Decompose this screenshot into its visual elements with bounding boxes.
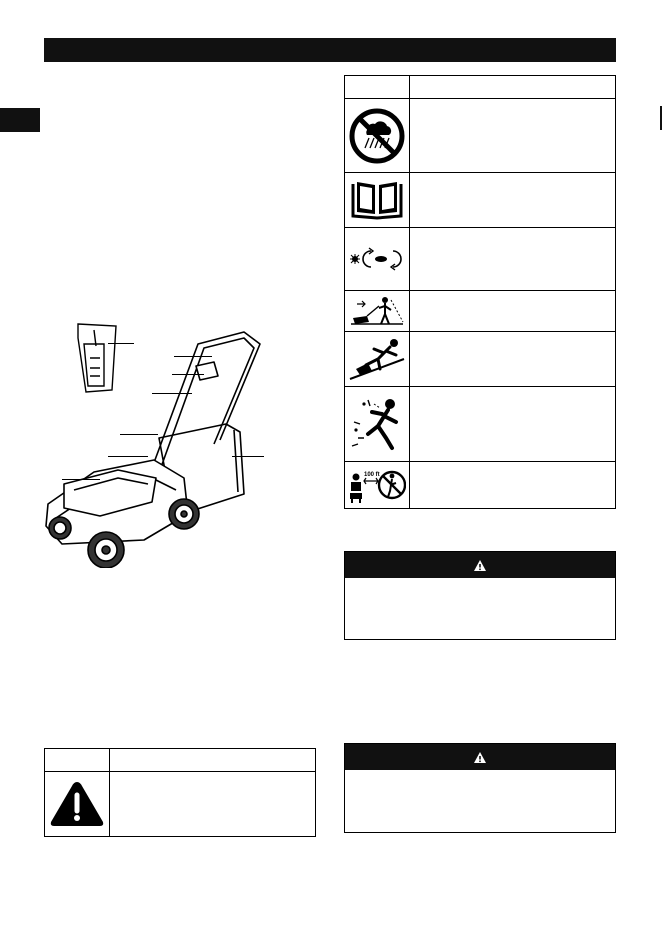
alert-symbol-table — [44, 748, 316, 837]
read-manual-icon — [350, 180, 404, 220]
slope-slip-icon — [348, 337, 406, 381]
symbol-row-slope-slip — [345, 332, 615, 387]
callout-line-3 — [172, 374, 204, 375]
warning-box-2-header — [345, 744, 615, 770]
callout-line-4 — [152, 393, 192, 394]
warning-triangle-icon — [473, 559, 487, 572]
side-language-tab — [0, 108, 40, 132]
warning-box-1-body — [345, 578, 615, 639]
read-manual-text — [410, 173, 615, 227]
symbol-row-bystander-distance — [345, 291, 615, 332]
callout-line-2 — [174, 356, 212, 357]
callout-line-5 — [120, 434, 158, 435]
warning-box-2-body — [345, 770, 615, 832]
warning-triangle-icon — [473, 751, 487, 764]
blade-rotation-icon — [349, 245, 405, 273]
no-rain-icon — [349, 108, 405, 164]
symbol-row-thrown-objects — [345, 387, 615, 462]
distance-label: 100 ft — [364, 472, 380, 478]
no-rain-text — [410, 99, 615, 172]
thrown-objects-text — [410, 387, 615, 461]
warning-box-1-header — [345, 552, 615, 578]
bystander-distance-icon — [349, 294, 405, 328]
grass-bag-insert-illustration — [78, 324, 116, 392]
alert-row — [45, 772, 315, 836]
callout-line-1 — [108, 343, 134, 344]
warning-triangle-icon — [49, 779, 105, 829]
mower-body — [46, 332, 260, 544]
symbols-table-header — [345, 76, 615, 99]
callout-line-7 — [62, 479, 100, 480]
alert-table-header — [45, 749, 315, 772]
symbol-row-keep-distance — [345, 462, 615, 508]
lawn-mower-illustration — [34, 318, 284, 568]
thrown-objects-icon — [348, 394, 406, 454]
callout-line-8 — [232, 456, 264, 457]
symbol-row-read-manual — [345, 173, 615, 228]
warning-box-1 — [344, 551, 616, 640]
keep-distance-100ft-icon — [348, 465, 406, 505]
callout-line-6 — [108, 456, 148, 457]
slope-slip-text — [410, 332, 615, 386]
header-bar — [44, 38, 616, 62]
symbols-table — [344, 75, 616, 509]
warning-box-2 — [344, 743, 616, 833]
keep-distance-text — [410, 462, 615, 508]
blade-rotation-text — [410, 228, 615, 290]
bystander-distance-text — [410, 291, 615, 331]
symbol-row-no-rain — [345, 99, 615, 173]
symbol-row-blade-rotation — [345, 228, 615, 291]
alert-row-text — [110, 772, 315, 836]
